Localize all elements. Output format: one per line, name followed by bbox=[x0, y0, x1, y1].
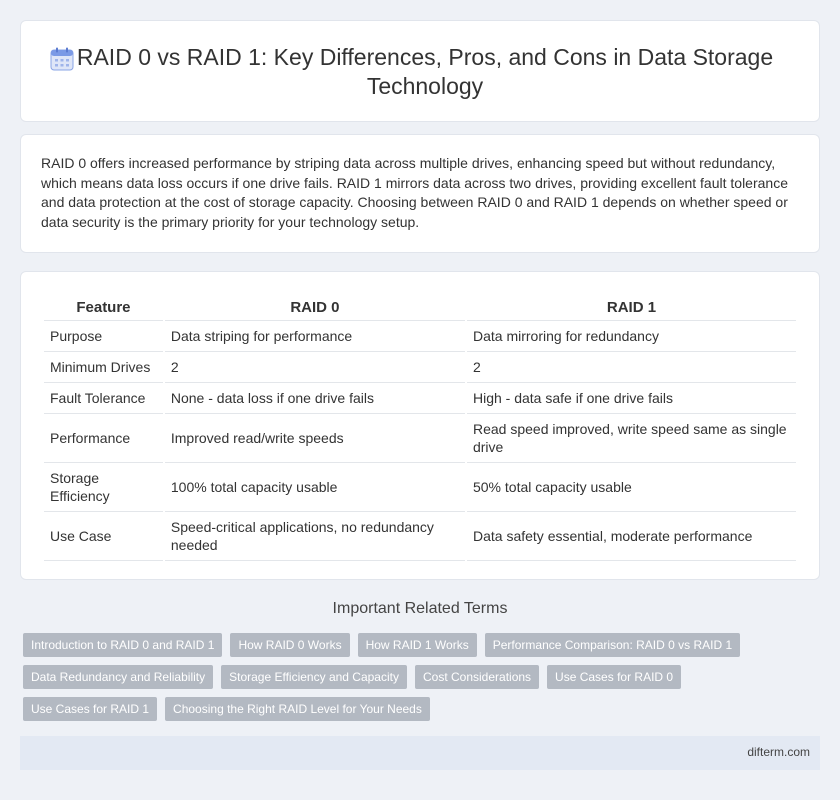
related-term-tag[interactable]: Cost Considerations bbox=[415, 665, 539, 689]
table-row bbox=[44, 321, 796, 352]
intro-card bbox=[20, 134, 820, 253]
cell-feature: Performance bbox=[44, 414, 163, 463]
header-raid1: RAID 1 bbox=[467, 296, 796, 321]
footer-site[interactable]: difterm.com bbox=[747, 745, 810, 759]
cell-feature: Minimum Drives bbox=[44, 352, 163, 383]
related-term-tag[interactable]: Use Cases for RAID 0 bbox=[547, 665, 681, 689]
related-terms-tags bbox=[23, 633, 813, 721]
cell-raid1: Read speed improved, write speed same as single drive bbox=[467, 414, 796, 463]
cell-feature: Use Case bbox=[44, 512, 163, 561]
cell-raid0: 2 bbox=[165, 352, 465, 383]
cell-raid0: Data striping for performance bbox=[165, 321, 465, 352]
cell-raid1: High - data safe if one drive fails bbox=[467, 383, 796, 414]
related-term-tag[interactable]: How RAID 0 Works bbox=[230, 633, 349, 657]
table-row bbox=[44, 512, 796, 561]
cell-raid0: None - data loss if one drive fails bbox=[165, 383, 465, 414]
comparison-table-card bbox=[20, 271, 820, 580]
table-row bbox=[44, 383, 796, 414]
related-term-tag[interactable]: Performance Comparison: RAID 0 vs RAID 1 bbox=[485, 633, 740, 657]
comparison-table bbox=[42, 296, 798, 561]
related-term-tag[interactable]: Choosing the Right RAID Level for Your Needs bbox=[165, 697, 430, 721]
header-raid0: RAID 0 bbox=[165, 296, 465, 321]
table-row bbox=[44, 352, 796, 383]
related-term-tag[interactable]: Introduction to RAID 0 and RAID 1 bbox=[23, 633, 222, 657]
cell-feature: Storage Efficiency bbox=[44, 463, 163, 512]
cell-raid0: 100% total capacity usable bbox=[165, 463, 465, 512]
cell-raid1: 2 bbox=[467, 352, 796, 383]
page-title: RAID 0 vs RAID 1: Key Differences, Pros, and Cons in Data Storage Technology bbox=[76, 44, 774, 99]
cell-feature: Fault Tolerance bbox=[44, 383, 163, 414]
related-term-tag[interactable]: How RAID 1 Works bbox=[358, 633, 477, 657]
cell-raid0: Improved read/write speeds bbox=[165, 414, 465, 463]
cell-feature: Purpose bbox=[44, 321, 163, 352]
related-term-tag[interactable]: Use Cases for RAID 1 bbox=[23, 697, 157, 721]
title-wrap bbox=[51, 43, 799, 101]
cell-raid1: Data safety essential, moderate performance bbox=[467, 512, 796, 561]
cell-raid1: 50% total capacity usable bbox=[467, 463, 796, 512]
header-card bbox=[20, 20, 820, 122]
related-term-tag[interactable]: Data Redundancy and Reliability bbox=[23, 665, 213, 689]
related-term-tag[interactable]: Storage Efficiency and Capacity bbox=[221, 665, 407, 689]
intro-paragraph: RAID 0 offers increased performance by striping data across multiple drives, enhancing speed but without redundancy, which means data loss occurs if one drive fails. RAID 1 mirrors data across two drives, providing excellent fault tolerance and data protection at the cost of storage capacity. Choosing between RAID 0 and RAID 1 depends on whether speed or data security is the primary priority for your technology setup. bbox=[41, 155, 788, 230]
header-feature: Feature bbox=[44, 296, 163, 321]
cell-raid1: Data mirroring for redundancy bbox=[467, 321, 796, 352]
table-row bbox=[44, 463, 796, 512]
table-row bbox=[44, 414, 796, 463]
table-header-row bbox=[44, 296, 796, 321]
footer bbox=[20, 736, 820, 770]
cell-raid0: Speed-critical applications, no redundancy needed bbox=[165, 512, 465, 561]
related-terms-title: Important Related Terms bbox=[332, 600, 508, 617]
